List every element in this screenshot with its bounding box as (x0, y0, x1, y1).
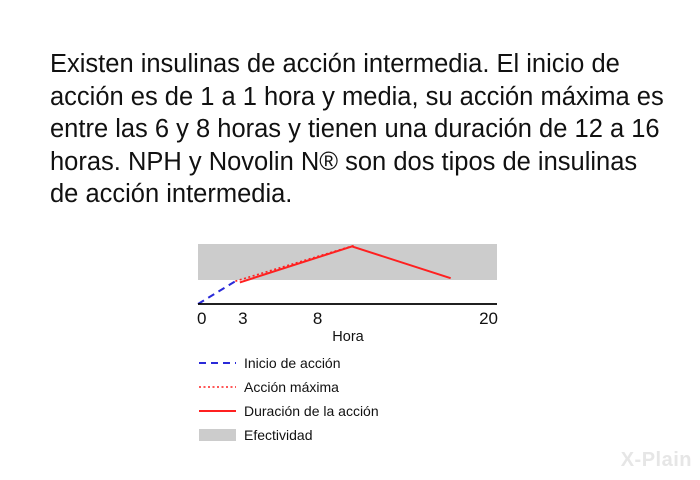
x-tick-label: 8 (312, 309, 323, 328)
x-axis-title: Hora (332, 329, 364, 345)
x-tick-label: 20 (479, 309, 498, 328)
series-line-1 (198, 281, 235, 304)
legend-label: Duración de la acción (244, 403, 379, 419)
legend-label: Acción máxima (244, 379, 339, 395)
intro-paragraph: Existen insulinas de acción intermedia. El inicio de acción es de 1 a 1 hora y media, su acción máxima es entre las 6 y 8 horas y tienen una duración de 12 a 16 horas. NPH y Novolin N® son dos tipos de insulinas de acción intermedia. (50, 50, 664, 208)
x-tick-label: 0 (197, 309, 207, 328)
legend-label: Efectividad (244, 427, 313, 443)
x-tick-label: 3 (238, 309, 248, 328)
xplain-logo: X-Plain (620, 449, 692, 471)
legend-swatch-band (199, 429, 236, 441)
legend-label: Inicio de acción (244, 355, 341, 371)
effectiveness-band (198, 244, 497, 280)
